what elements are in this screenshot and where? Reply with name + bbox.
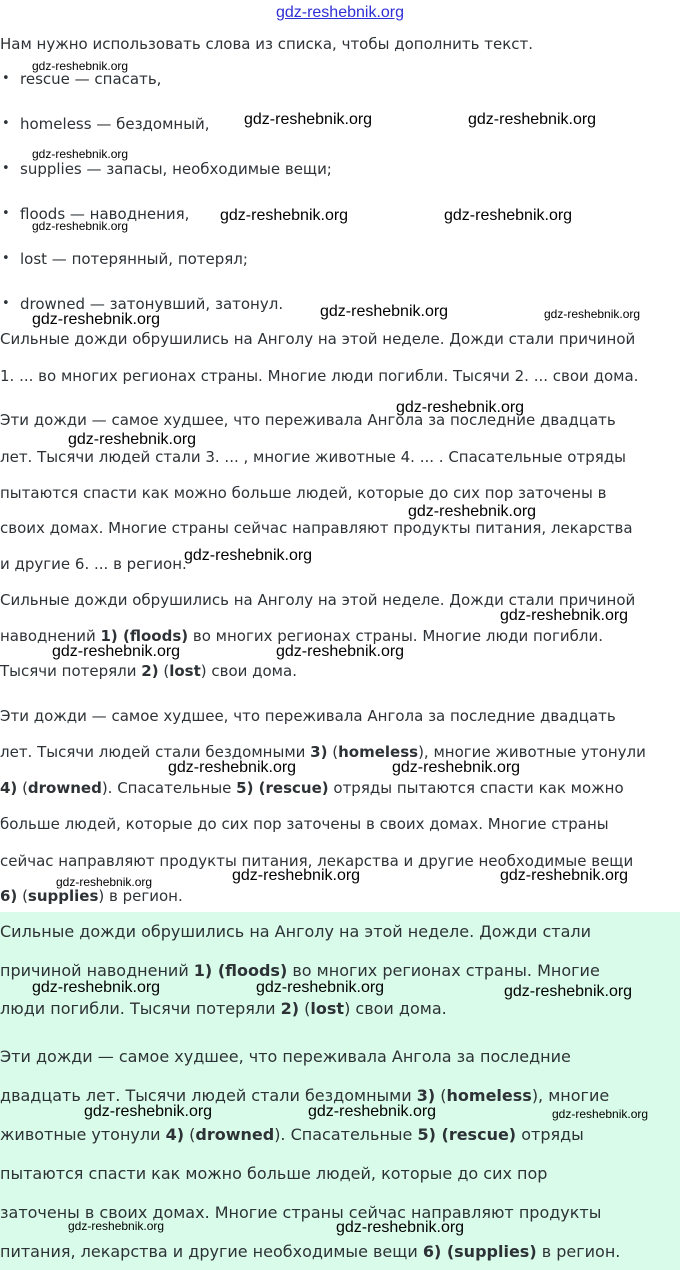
watermark: gdz-reshebnik.org <box>32 59 129 73</box>
answer-box-line: причиной наводнений 1) (floods) во многих регионах страны. Многие <box>0 961 600 980</box>
watermark: gdz-reshebnik.org <box>68 431 197 448</box>
watermark: gdz-reshebnik.org <box>396 399 525 416</box>
answer-line: 6) (supplies) в регион. <box>0 887 183 905</box>
watermark: gdz-reshebnik.org <box>56 875 153 889</box>
watermark: gdz-reshebnik.org <box>232 867 361 884</box>
answer-highlight-box <box>0 912 680 1270</box>
site-header-link[interactable]: gdz-reshebnik.org <box>275 4 405 21</box>
word-item-drowned: • drowned — затонувший, затонул. <box>20 293 283 315</box>
answer-box-line: пытаются спасти как можно больше людей, которые до сих пор <box>0 1164 548 1183</box>
watermark: gdz-reshebnik.org <box>220 207 349 224</box>
task-line: пытаются спасти как можно больше людей, которые до сих пор заточены в <box>0 484 607 502</box>
word-item-rescue: • rescue — спасать, <box>20 68 161 90</box>
word-item-lost: • lost — потерянный, потерял; <box>20 248 248 270</box>
watermark: gdz-reshebnik.org <box>468 111 597 128</box>
answer-line: наводнений 1) (floods) во многих регионах страны. Многие люди погибли. <box>0 627 603 645</box>
watermark: gdz-reshebnik.org <box>276 643 405 660</box>
task-line: своих домах. Многие страны сейчас направляют продукты питания, лекарства <box>0 519 633 537</box>
watermark: gdz-reshebnik.org <box>504 983 633 1000</box>
word-item-homeless: • homeless — бездомный, <box>20 113 210 135</box>
watermark: gdz-reshebnik.org <box>336 1219 465 1236</box>
answer-box-line: люди погибли. Тысячи потеряли 2) (lost) свои дома. <box>0 999 447 1018</box>
watermark: gdz-reshebnik.org <box>408 503 537 520</box>
answer-line: 4) (drowned). Спасательные 5) (rescue) отряды пытаются спасти как можно <box>0 779 624 797</box>
watermark: gdz-reshebnik.org <box>32 147 129 161</box>
watermark: gdz-reshebnik.org <box>32 219 129 233</box>
watermark: gdz-reshebnik.org <box>552 1107 649 1121</box>
watermark: gdz-reshebnik.org <box>500 607 629 624</box>
answer-box-line: питания, лекарства и другие необходимые вещи 6) (supplies) в регион. <box>0 1242 621 1261</box>
watermark: gdz-reshebnik.org <box>392 759 521 776</box>
answer-box-line: двадцать лет. Тысячи людей стали бездомными 3) (homeless), многие <box>0 1086 610 1105</box>
watermark: gdz-reshebnik.org <box>84 1103 213 1120</box>
word-item-supplies: • supplies — запасы, необходимые вещи; <box>20 158 332 180</box>
watermark: gdz-reshebnik.org <box>308 1103 437 1120</box>
watermark: gdz-reshebnik.org <box>320 303 449 320</box>
watermark: gdz-reshebnik.org <box>168 759 297 776</box>
task-line: и другие 6. ... в регион. <box>0 555 187 573</box>
watermark: gdz-reshebnik.org <box>32 979 161 996</box>
watermark: gdz-reshebnik.org <box>444 207 573 224</box>
answer-box-line: животные утонули 4) (drowned). Спасательные 5) (rescue) отряды <box>0 1125 584 1144</box>
answer-line: больше людей, которые до сих пор заточены в своих домах. Многие страны <box>0 815 609 833</box>
watermark: gdz-reshebnik.org <box>32 311 161 328</box>
intro-text: Нам нужно использовать слова из списка, чтобы дополнить текст. <box>0 35 534 53</box>
task-line: лет. Тысячи людей стали 3. ... , многие животные 4. ... . Спасательные отряды <box>0 448 626 466</box>
word-item-floods: • floods — наводнения, <box>20 203 189 225</box>
watermark: gdz-reshebnik.org <box>500 867 629 884</box>
task-line: Сильные дожди обрушились на Анголу на этой неделе. Дожди стали причиной <box>0 330 636 348</box>
answer-line: сейчас направляют продукты питания, лекарства и другие необходимые вещи <box>0 852 634 870</box>
watermark: gdz-reshebnik.org <box>68 1219 165 1233</box>
watermark: gdz-reshebnik.org <box>52 643 181 660</box>
answer-line: Эти дожди — самое худшее, что переживала Ангола за последние двадцать <box>0 707 616 725</box>
watermark: gdz-reshebnik.org <box>184 547 313 564</box>
watermark: gdz-reshebnik.org <box>544 307 641 321</box>
watermark: gdz-reshebnik.org <box>244 111 373 128</box>
answer-line: Тысячи потеряли 2) (lost) свои дома. <box>0 662 297 680</box>
answer-box-line: заточены в своих домах. Многие страны сейчас направляют продукты <box>0 1203 602 1222</box>
answer-box-line: Эти дожди — самое худшее, что переживала Ангола за последние <box>0 1047 571 1066</box>
answer-box-line: Сильные дожди обрушились на Анголу на этой неделе. Дожди стали <box>0 922 592 941</box>
answer-line: Сильные дожди обрушились на Анголу на этой неделе. Дожди стали причиной <box>0 591 636 609</box>
answer-line: лет. Тысячи людей стали бездомными 3) (homeless), многие животные утонули <box>0 743 646 761</box>
watermark: gdz-reshebnik.org <box>256 979 385 996</box>
task-line: Эти дожди — самое худшее, что переживала Ангола за последние двадцать <box>0 411 616 429</box>
task-line: 1. ... во многих регионах страны. Многие люди погибли. Тысячи 2. ... свои дома. <box>0 367 639 385</box>
